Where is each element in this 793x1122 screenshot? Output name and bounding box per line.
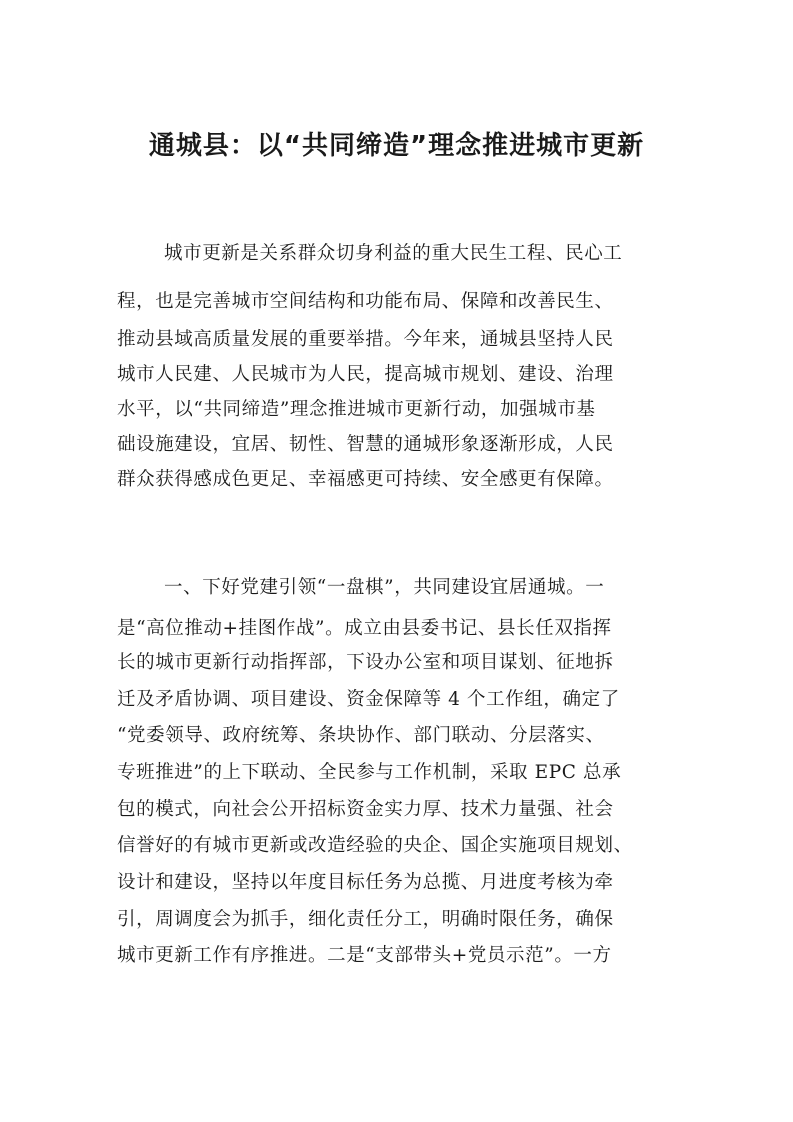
text-line: 程，也是完善城市空间结构和功能布局、保障和改善民生、 [117, 291, 614, 312]
text-line: 长的城市更新行动指挥部，下设办公室和项目谋划、征地拆 [117, 652, 614, 673]
text-line: 城市更新工作有序推进。二是“支部带头+党员示范”。一方 [117, 945, 612, 966]
text-line: 础设施建设，宜居、韧性、智慧的通城形象逐渐形成，人民 [117, 434, 614, 455]
text-line: 城市人民建、人民城市为人民，提高城市规划、建设、治理 [117, 364, 614, 385]
text-line: 信誉好的有城市更新或改造经验的央企、国企实施项目规划、 [117, 835, 633, 856]
text-line: 一、下好党建引领“一盘棋”，共同建设宜居通城。一 [164, 577, 605, 598]
text-line: 群众获得感成色更足、幸福感更可持续、安全感更有保障。 [117, 469, 614, 490]
text-line: 专班推进”的上下联动、全民参与工作机制，采取 EPC 总承 [117, 762, 622, 783]
text-line: 设计和建设，坚持以年度目标任务为总揽、月进度考核为牵 [117, 872, 614, 893]
text-line: 城市更新是关系群众切身利益的重大民生工程、民心工 [164, 243, 623, 264]
text-line: 是“高位推动+挂图作战”。成立由县委书记、县长任双指挥 [117, 618, 612, 639]
document-title: 通城县：以“共同缔造”理念推进城市更新 [148, 131, 645, 161]
text-line: 包的模式，向社会公开招标资金实力厚、技术力量强、社会 [117, 799, 614, 820]
text-line: “党委领导、政府统筹、条块协作、部门联动、分层落实、 [117, 725, 605, 746]
text-line: 引，周调度会为抓手，细化责任分工，明确时限任务，确保 [117, 909, 614, 930]
text-line: 水平，以“共同缔造”理念推进城市更新行动，加强城市基 [117, 399, 596, 420]
text-line: 迁及矛盾协调、项目建设、资金保障等 4 个工作组，确定了 [117, 689, 620, 710]
text-line: 推动县域高质量发展的重要举措。今年来，通城县坚持人民 [117, 329, 614, 350]
